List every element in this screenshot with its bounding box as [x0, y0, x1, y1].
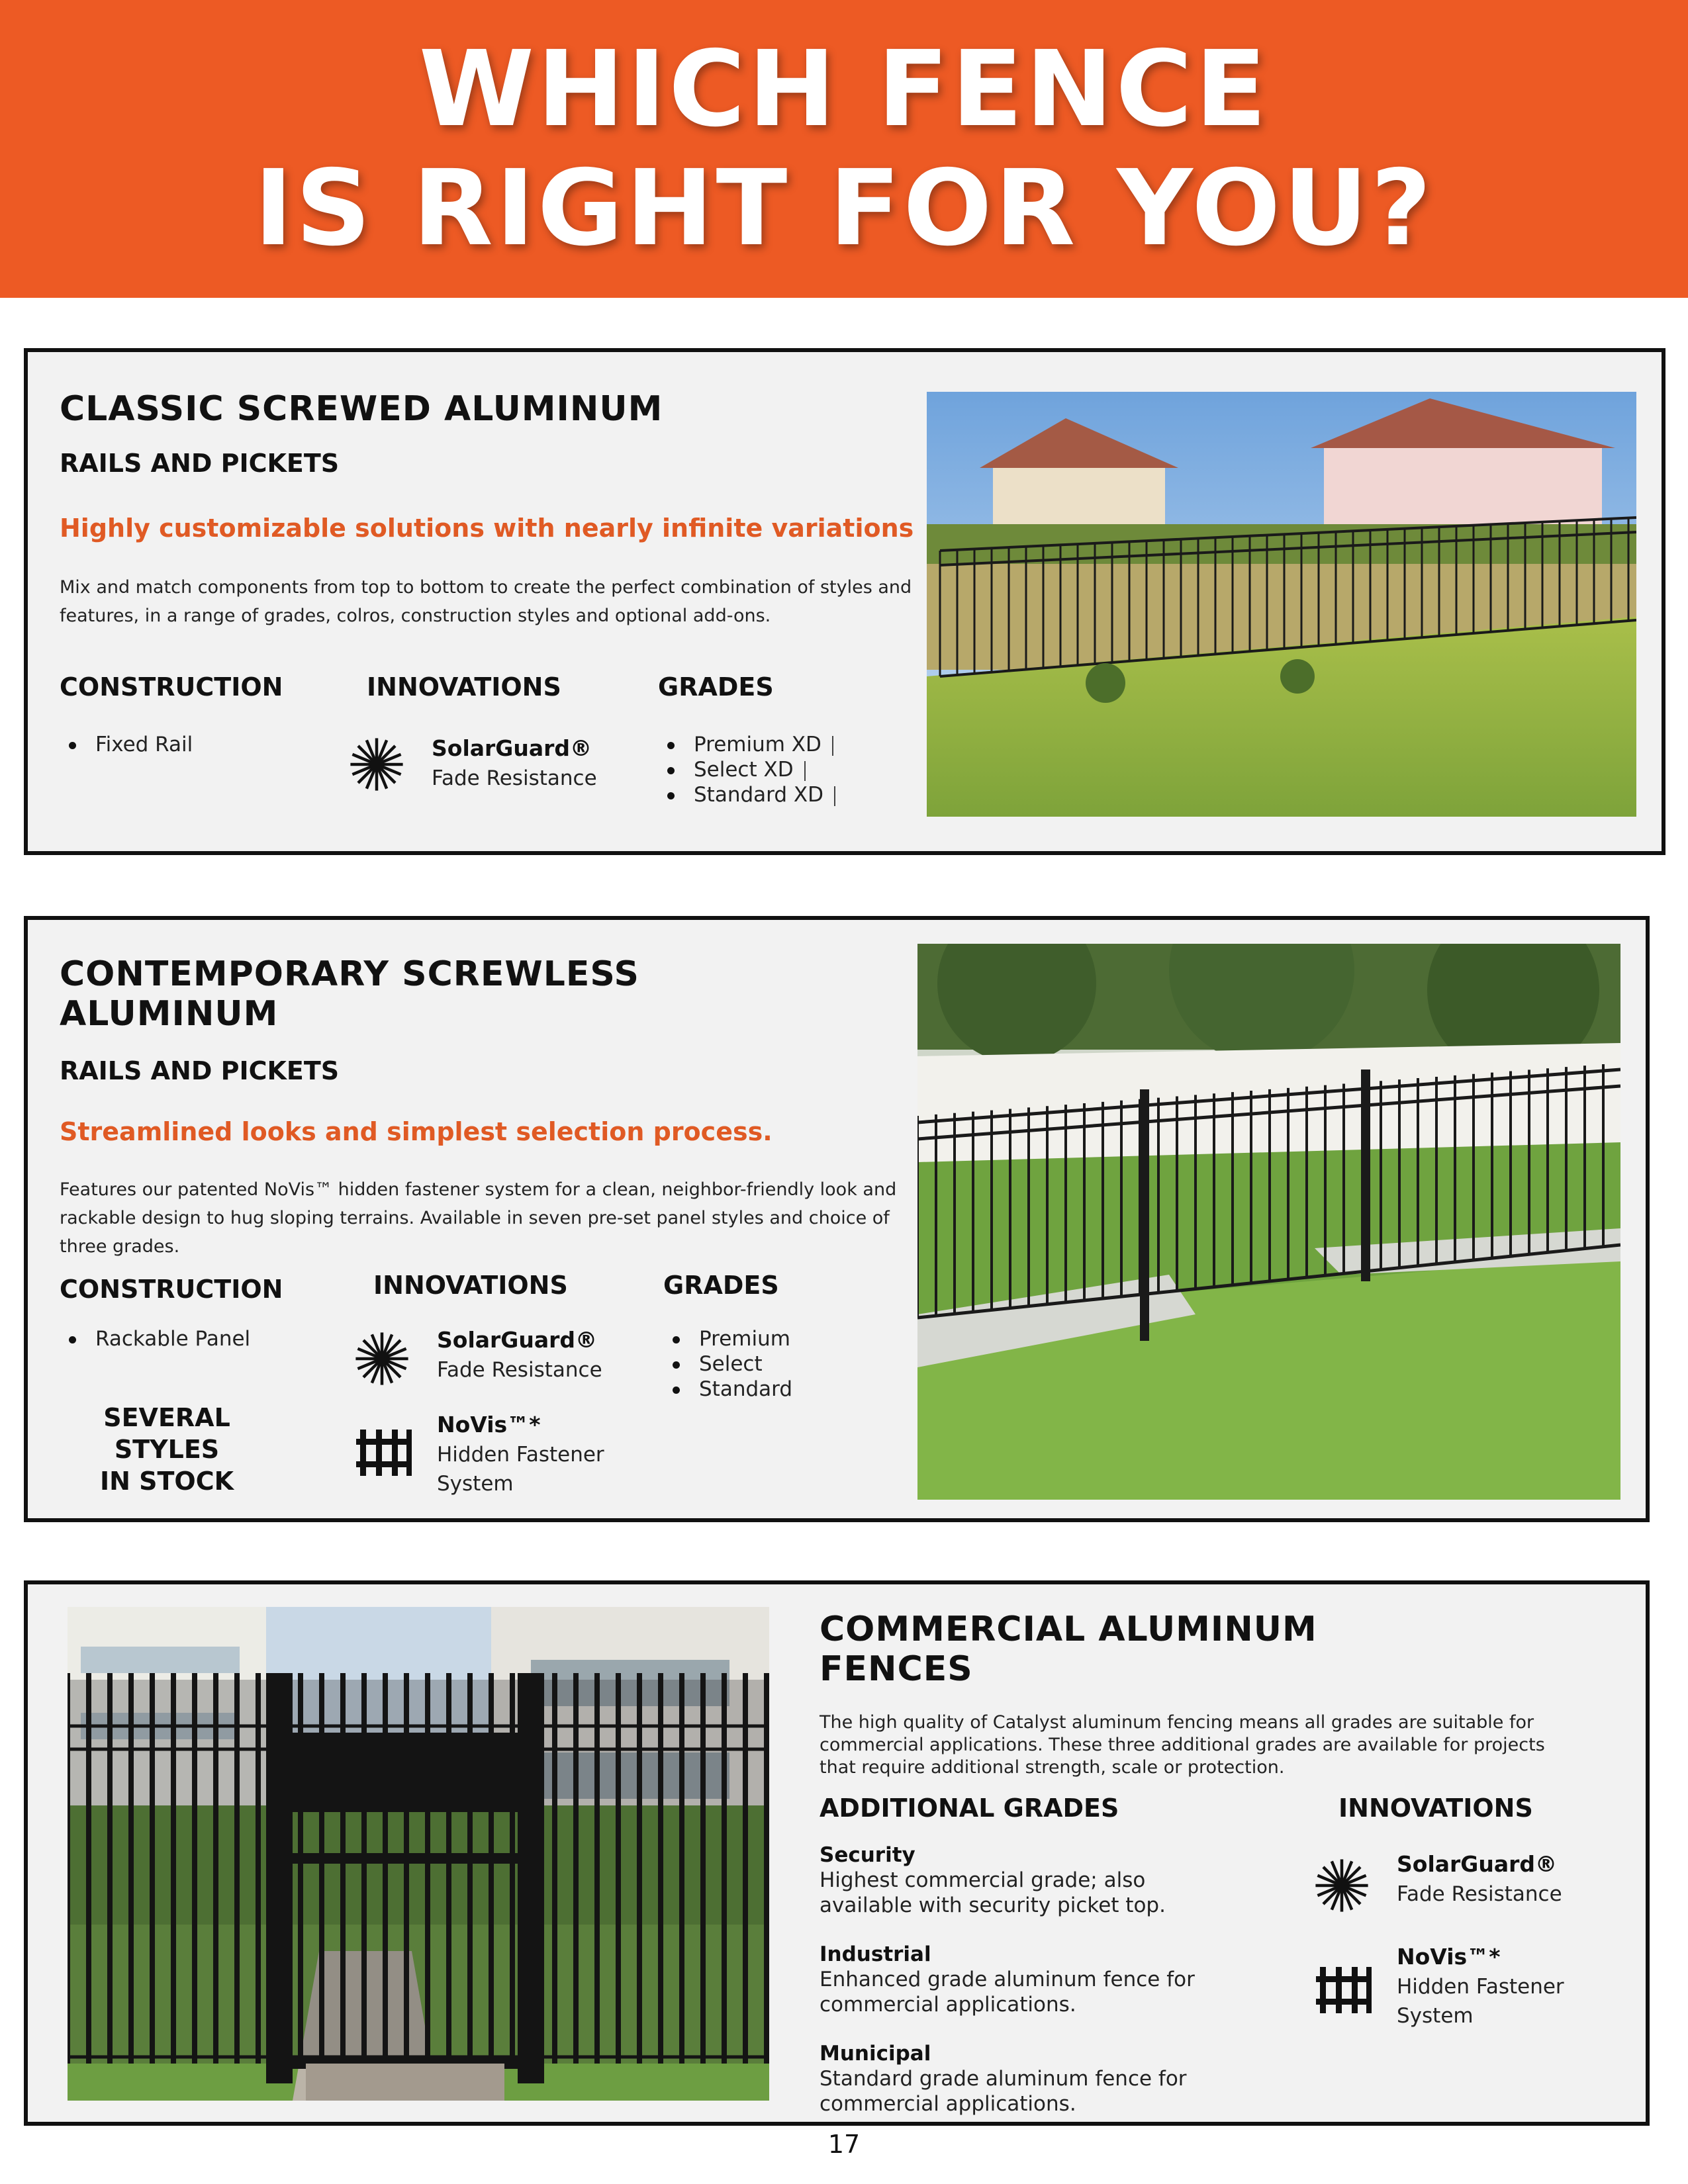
list-item: Fixed Rail: [60, 732, 193, 757]
list-item: Standard: [663, 1377, 792, 1402]
solarguard-name: SolarGuard®: [1397, 1851, 1558, 1877]
solarguard-desc: Fade Resistance: [432, 766, 597, 790]
classic-subtitle: RAILS AND PICKETS: [60, 449, 340, 478]
commercial-grade-security: Security Highest commercial grade; also available with security picket top.: [820, 1843, 1166, 1917]
list-item: Premium XD: [658, 732, 835, 757]
commercial-innovations-heading: INNOVATIONS: [1338, 1794, 1533, 1823]
contemporary-fence-photo: [917, 944, 1620, 1500]
classic-fence-photo: [927, 392, 1636, 817]
list-item: Select: [663, 1351, 792, 1377]
commercial-title-line1: COMMERCIAL ALUMINUM: [820, 1610, 1317, 1649]
contemporary-title-line1: CONTEMPORARY SCREWLESS: [60, 954, 639, 994]
novis-name: NoVis™*: [437, 1412, 541, 1437]
sunburst-icon: [1312, 1856, 1372, 1915]
novis-desc-line1: Hidden Fastener: [437, 1443, 604, 1467]
contemporary-grades-list: [663, 1326, 792, 1402]
novis-desc-line2: System: [1397, 2004, 1474, 2028]
novis-desc-line2: System: [437, 1472, 514, 1496]
page-number: 17: [827, 2130, 861, 2159]
classic-grades-list: [658, 732, 835, 807]
classic-title: CLASSIC SCREWED ALUMINUM: [60, 389, 663, 429]
commercial-grades-heading: ADDITIONAL GRADES: [820, 1794, 1119, 1823]
classic-construction-heading: CONSTRUCTION: [60, 672, 283, 702]
list-item: Select XD: [658, 757, 835, 782]
list-item: Rackable Panel: [60, 1326, 250, 1351]
commercial-title-line2: FENCES: [820, 1649, 973, 1689]
contemporary-construction-heading: CONSTRUCTION: [60, 1275, 283, 1304]
commercial-grade-municipal: Municipal Standard grade aluminum fence for commercial applications.: [820, 2042, 1187, 2116]
fence-panel-icon: [356, 1427, 412, 1479]
novis-desc-line1: Hidden Fastener: [1397, 1975, 1564, 1999]
novis-name: NoVis™*: [1397, 1944, 1501, 1970]
contemporary-subtitle: RAILS AND PICKETS: [60, 1056, 340, 1085]
header-title-line2: IS RIGHT FOR YOU?: [254, 148, 1434, 269]
commercial-fence-photo: [68, 1607, 769, 2101]
classic-description: Mix and match components from top to bottom to create the perfect combination of styles and features, in a range of grades, colros, construction styles and optional add-ons.: [60, 577, 912, 626]
solarguard-name: SolarGuard®: [432, 735, 592, 761]
stock-note: SEVERAL STYLES IN STOCK: [99, 1403, 234, 1496]
solarguard-name: SolarGuard®: [437, 1327, 598, 1353]
page-header-banner: [0, 0, 1688, 298]
contemporary-grades-heading: GRADES: [663, 1271, 779, 1300]
solarguard-desc: Fade Resistance: [437, 1358, 602, 1382]
contemporary-construction-list: [60, 1326, 250, 1351]
contemporary-description: Features our patented NoVis™ hidden fastener system for a clean, neighbor-friendly look and rackable design to hug sloping terrains. Available in seven pre-set panel styles and choice of three grades.: [60, 1179, 897, 1257]
contemporary-tagline: Streamlined looks and simplest selection process.: [60, 1117, 773, 1146]
commercial-description: The high quality of Catalyst aluminum fencing means all grades are suitable for commercial applications. These three additional grades are available for projects that require additional strength, scale or protection.: [820, 1712, 1545, 1778]
contemporary-fence-card: [24, 916, 1650, 1522]
sunburst-icon: [352, 1329, 412, 1388]
list-item: Standard XD: [658, 782, 835, 807]
fence-panel-icon: [1316, 1964, 1372, 2016]
header-title-line1: WHICH FENCE: [418, 28, 1270, 150]
contemporary-title-line2: ALUMINUM: [60, 994, 279, 1034]
list-item: Premium: [663, 1326, 792, 1351]
contemporary-innovations-heading: INNOVATIONS: [373, 1271, 568, 1300]
sunburst-icon: [347, 735, 406, 794]
solarguard-desc: Fade Resistance: [1397, 1882, 1562, 1906]
classic-grades-heading: GRADES: [658, 672, 774, 702]
commercial-grade-industrial: Industrial Enhanced grade aluminum fence for commercial applications.: [820, 1942, 1195, 2017]
classic-tagline: Highly customizable solutions with nearly infinite variations: [60, 514, 914, 543]
classic-innovations-heading: INNOVATIONS: [367, 672, 561, 702]
commercial-fence-card: [24, 1580, 1650, 2126]
classic-fence-card: [24, 348, 1665, 855]
classic-construction-list: [60, 732, 193, 757]
